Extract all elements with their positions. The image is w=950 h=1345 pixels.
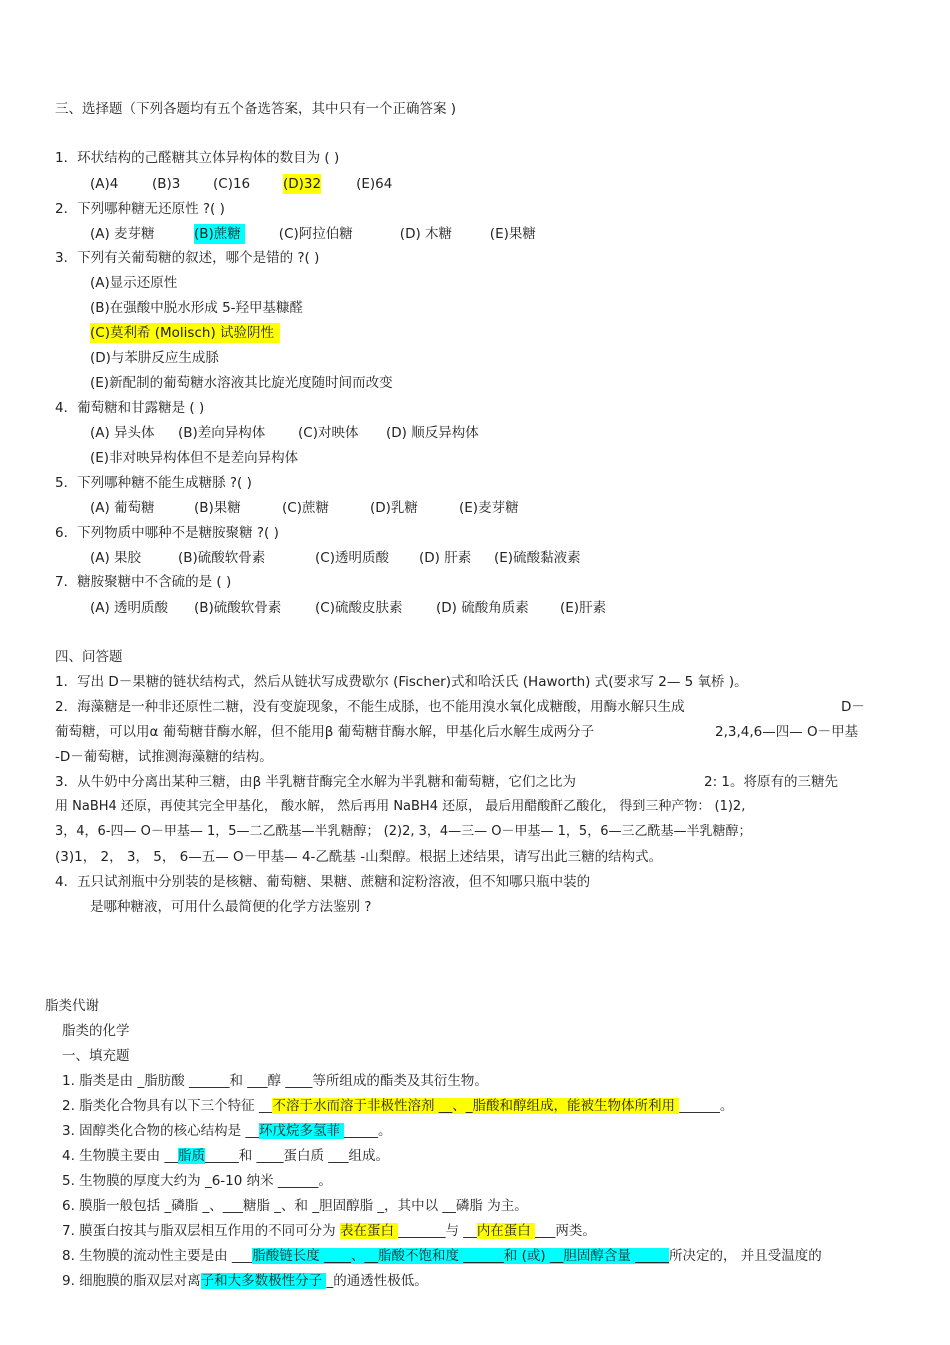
- essay-q4-line1: 4．五只试剂瓶中分别装的是核糖、葡萄糖、果糖、蔗糖和淀粉溶液，但不知哪只瓶中装的: [55, 874, 591, 890]
- lipid-heading: 脂类代谢: [45, 998, 99, 1014]
- q6-option-d: (D) 肝素: [419, 550, 472, 566]
- essay-q2-line1-end: D－: [841, 699, 865, 715]
- fill-item-9-answer: 子和大多数极性分子: [200, 1273, 327, 1289]
- q2-option-e: (E)果糖: [489, 226, 536, 242]
- fill-item-7-suffix: ___两类。: [535, 1223, 596, 1239]
- q6-option-e: (E)硫酸黏液素: [494, 550, 581, 566]
- q1-option-b: (B)3: [152, 176, 181, 192]
- essay-q4-line2: 是哪种糖液，可用什么最简便的化学方法鉴别 ?: [90, 899, 372, 915]
- fill-item-4-prefix: 4. 生物膜主要由 __: [62, 1148, 178, 1164]
- fill-item-8-suffix: 所决定的， 并且受温度的: [668, 1248, 822, 1264]
- fill-item-2: [62, 1096, 733, 1116]
- essay-q2-line1: 2．海藻糖是一种非还原性二糖，没有变旋现象，不能生成脎，也不能用溴水氧化成糖酸，用酶水解只生成: [55, 699, 685, 715]
- q2-option-a: (A) 麦芽糖: [90, 226, 155, 242]
- q1-option-e: (E)64: [356, 176, 393, 192]
- q3-option-c: (C)莫利希 (Molisch) 试验阴性: [90, 323, 280, 343]
- essay-q3-line2: 用 NaBH4 还原，再使其完全甲基化， 酸水解， 然后再用 NaBH4 还原， 最后用醋酸酐乙酸化， 得到三种产物： (1)2,: [55, 799, 746, 814]
- q2-option-d: (D) 木糖: [399, 226, 453, 242]
- fill-item-3: [62, 1121, 392, 1141]
- q3-option-d: (D)与苯肼反应生成脎: [90, 350, 219, 366]
- fill-item-6-text: 6. 膜脂一般包括 _磷脂 _、___糖脂 _、和 _胆固醇脂 _，其中以 __磷脂 为主。: [62, 1198, 528, 1214]
- essay-q3-line4: (3)1， 2， 3， 5， 6—五— O－甲基— 4-乙酰基 -山梨醇。根据上述结果，请写出此三糖的结构式。: [55, 849, 663, 865]
- fill-item-9: [62, 1271, 428, 1291]
- q5-option-a: (A) 葡萄糖: [90, 500, 155, 516]
- q6-options: [90, 548, 581, 568]
- q1-stem: 1．环状结构的己醛糖其立体异构体的数目为 ( ): [55, 150, 340, 166]
- q4-option-d: (D) 顺反异构体: [386, 425, 479, 441]
- fill-item-3-answer: 环戊烷多氢菲: [258, 1123, 345, 1139]
- q6-option-a: (A) 果胶: [90, 550, 142, 566]
- fill-item-7: [62, 1221, 596, 1241]
- fill-item-1: [62, 1071, 488, 1091]
- fill-item-2-suffix: ______。: [679, 1098, 734, 1114]
- fill-item-6: [62, 1196, 528, 1216]
- q7-option-a: (A) 透明质酸: [90, 600, 169, 616]
- q3-option-e: (E)新配制的葡萄糖水溶液其比旋光度随时间而改变: [90, 375, 393, 391]
- essay-q2-line2-end: 2,3,4,6—四— O－甲基: [715, 724, 859, 740]
- q7-option-d: (D) 硫酸角质素: [436, 600, 529, 616]
- q6-option-b: (B)硫酸软骨素: [178, 550, 266, 566]
- fill-item-7-prefix: 7. 膜蛋白按其与脂双层相互作用的不同可分为: [62, 1223, 340, 1239]
- fill-item-3-prefix: 3. 固醇类化合物的核心结构是 __: [62, 1123, 259, 1139]
- section-3-title: 三、选择题（下列各题均有五个备选答案，其中只有一个正确答案 ): [55, 101, 457, 117]
- q4-option-e: (E)非对映异构体但不是差向异构体: [90, 450, 299, 466]
- essay-q3-line1: 3．从牛奶中分离出某种三糖，由β 半乳糖苷酶完全水解为半乳糖和葡萄糖，它们之比为: [55, 774, 576, 790]
- essay-q3-line3: 3，4，6-四— O－甲基— 1，5—二乙酰基—半乳糖醇； (2)2, 3，4—三— O－甲基— 1，5，6—三乙酰基—半乳糖醇；: [55, 824, 752, 839]
- fill-item-8-answer: 脂酸链长度 ____、__脂酸不饱和度 ______和 (或) __胆固醇含量 _____: [252, 1248, 669, 1264]
- essay-q2-line3: -D－葡萄糖，试推测海藻糖的结构。: [55, 749, 273, 765]
- fill-item-5-text: 5. 生物膜的厚度大约为 _6-10 纳米 ______。: [62, 1173, 332, 1189]
- q1-options: [90, 174, 392, 194]
- fill-item-7-middle: _______与 __: [398, 1223, 477, 1239]
- fill-item-8: [62, 1246, 822, 1266]
- q6-stem: 6．下列物质中哪种不是糖胺聚糖 ?( ): [55, 525, 279, 541]
- q3-option-b: (B)在强酸中脱水形成 5-羟甲基糠醛: [90, 300, 304, 316]
- q2-option-c: (C)阿拉伯糖: [278, 226, 353, 242]
- fill-item-2-answer: 不溶于水而溶于非极性溶剂 __、_脂酸和醇组成，能被生物体所利用: [272, 1098, 680, 1114]
- q7-option-b: (B)硫酸软骨素: [194, 600, 282, 616]
- fill-title: 一、填充题: [62, 1048, 130, 1064]
- fill-item-9-suffix: _的通透性极低。: [326, 1273, 428, 1289]
- q5-options: [90, 498, 519, 518]
- q2-option-b: (B)蔗糖: [194, 224, 245, 244]
- section-4-title: 四、问答题: [55, 649, 123, 665]
- fill-item-4-answer: 脂质: [177, 1148, 205, 1164]
- fill-item-1-text: 1. 脂类是由 _脂肪酸 ______和 ___醇 ____等所组成的酯类及其衍生物。: [62, 1073, 488, 1089]
- lipid-subheading: 脂类的化学: [62, 1023, 130, 1039]
- q4-option-c: (C)对映体: [298, 425, 359, 441]
- fill-item-7-answer-1: 表在蛋白: [339, 1223, 399, 1239]
- q5-option-c: (C)蔗糖: [282, 500, 329, 516]
- q4-option-b: (B)差向异构体: [178, 425, 266, 441]
- fill-item-4: [62, 1146, 389, 1166]
- q7-option-e: (E)肝素: [560, 600, 607, 616]
- q2-stem: 2．下列哪种糖无还原性 ?( ): [55, 201, 225, 217]
- q5-option-d: (D)乳糖: [370, 500, 418, 516]
- q1-option-d: (D)32: [283, 176, 322, 192]
- q7-options: [90, 598, 606, 618]
- q4-options: [90, 423, 479, 443]
- q3-stem: 3．下列有关葡萄糖的叙述，哪个是错的 ?( ): [55, 250, 320, 266]
- fill-item-2-prefix: 2. 脂类化合物具有以下三个特征 __: [62, 1098, 273, 1114]
- essay-q1: 1．写出 D－果糖的链状结构式，然后从链状写成费歇尔 (Fischer)式和哈沃氏 (Haworth) 式(要求写 2— 5 氧桥 )。: [55, 674, 748, 690]
- fill-item-9-prefix: 9. 细胞膜的脂双层对离: [62, 1273, 201, 1289]
- q5-stem: 5．下列哪种糖不能生成糖脎 ?( ): [55, 475, 252, 491]
- q7-stem: 7．糖胺聚糖中不含硫的是 ( ): [55, 574, 232, 590]
- fill-item-4-suffix: _____和 ____蛋白质 ___组成。: [204, 1148, 390, 1164]
- fill-item-3-suffix: _____。: [344, 1123, 392, 1139]
- essay-q2-line2: 葡萄糖，可以用α 葡萄糖苷酶水解，但不能用β 葡萄糖苷酶水解，甲基化后水解生成两分子: [55, 724, 595, 740]
- fill-item-8-prefix: 8. 生物膜的流动性主要是由 ___: [62, 1248, 253, 1264]
- q7-option-c: (C)硫酸皮肤素: [315, 600, 403, 616]
- q5-option-e: (E)麦芽糖: [459, 500, 519, 516]
- q5-option-b: (B)果糖: [194, 500, 241, 516]
- fill-item-7-answer-2: 内在蛋白: [476, 1223, 536, 1239]
- q3-option-a: (A)显示还原性: [90, 275, 178, 291]
- q6-option-c: (C)透明质酸: [315, 550, 389, 566]
- q2-options: [90, 224, 536, 244]
- q1-option-a: (A)4: [90, 176, 119, 192]
- q1-option-c: (C)16: [213, 176, 251, 192]
- fill-item-5: [62, 1171, 332, 1191]
- q4-stem: 4．葡萄糖和甘露糖是 ( ): [55, 400, 205, 416]
- essay-q3-line1-end: 2: 1。将原有的三糖先: [704, 774, 839, 790]
- q4-option-a: (A) 异头体: [90, 425, 155, 441]
